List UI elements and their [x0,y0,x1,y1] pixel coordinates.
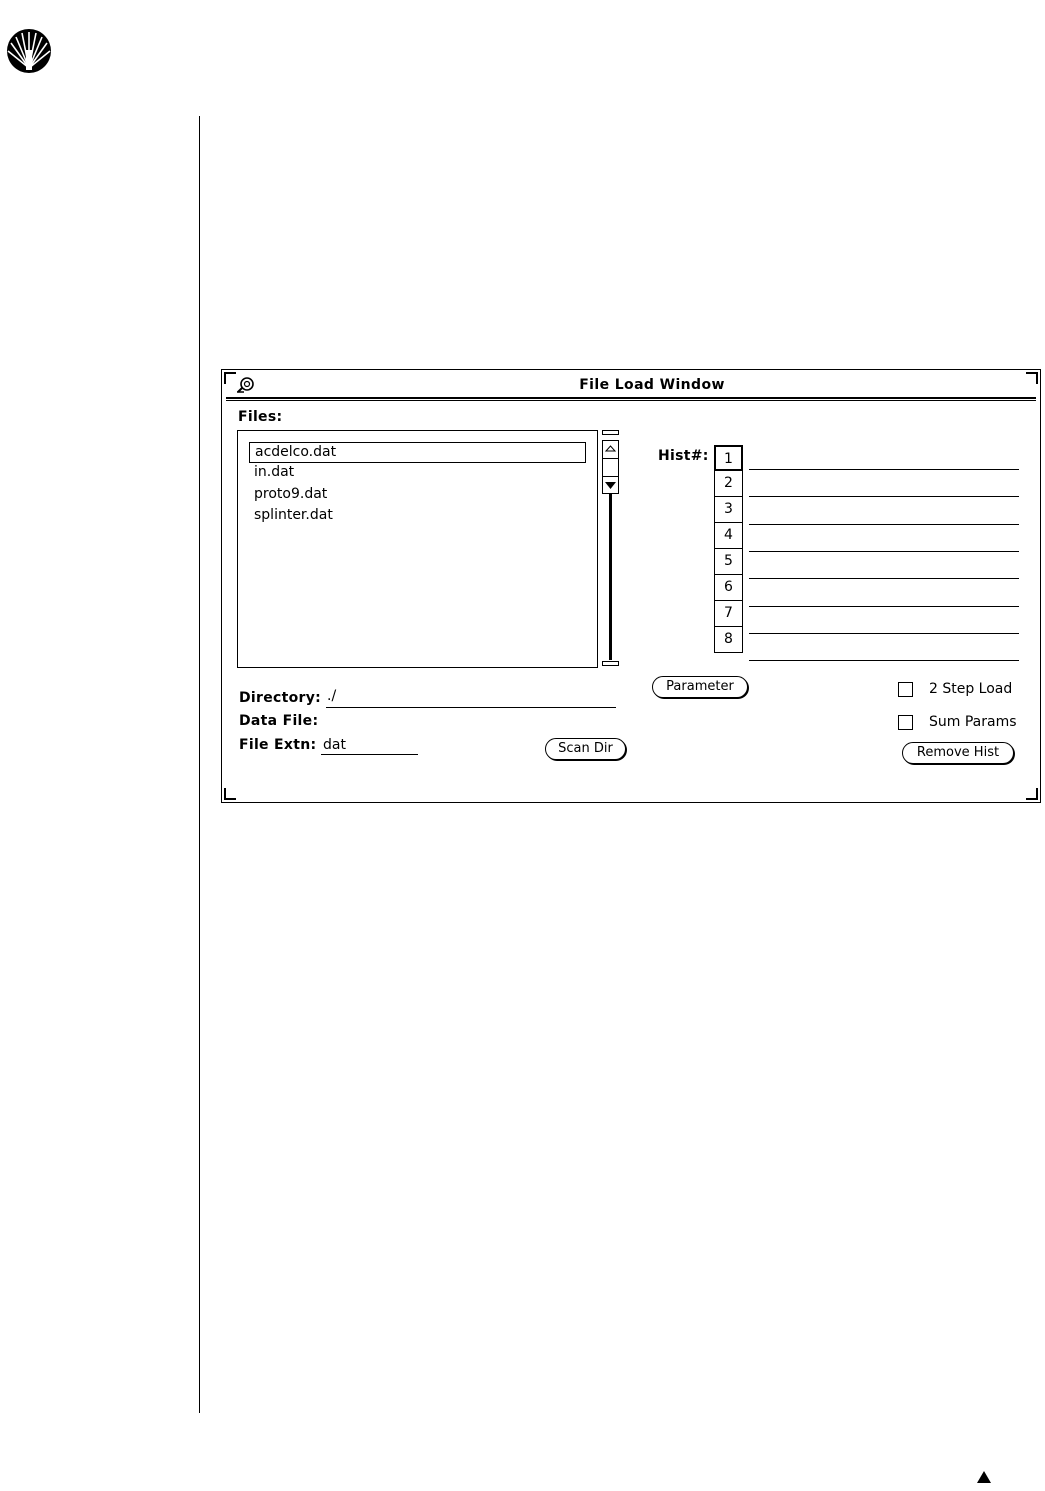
scroll-up-arrow-icon[interactable] [603,441,618,458]
hist-number-cell[interactable]: 4 [714,523,743,549]
file-list-item[interactable]: acdelco.dat [249,442,586,463]
scrollbar-bottom-cable-anchor[interactable] [602,661,619,666]
files-label: Files: [238,409,283,425]
hist-name-field-7[interactable] [749,633,1019,634]
hist-name-field-1[interactable] [749,469,1019,470]
title-divider [226,397,1036,401]
file-list-item[interactable]: in.dat [254,464,295,480]
file-extn-input-underline [321,754,418,755]
scroll-drag-box[interactable] [603,459,618,476]
window-titlebar[interactable] [222,374,1040,396]
window-resize-corner-bl[interactable] [224,788,236,800]
file-list[interactable] [237,430,598,668]
sum-params-checkbox[interactable] [898,715,913,730]
scroll-down-arrow-icon[interactable] [603,477,618,494]
scrollbar-elevator[interactable] [602,440,619,494]
file-list-item[interactable]: proto9.dat [254,486,328,502]
hist-name-field-6[interactable] [749,606,1019,607]
file-extn-input[interactable]: dat [323,737,346,753]
sum-params-label: Sum Params [929,714,1017,730]
window-title: File Load Window [579,377,725,393]
hist-number-cell[interactable]: 5 [714,549,743,575]
directory-label: Directory: [239,690,322,706]
hist-number-cell[interactable]: 7 [714,601,743,627]
scrollbar-track[interactable] [609,494,612,660]
hist-number-cell[interactable]: 6 [714,575,743,601]
file-load-window [221,369,1041,803]
remove-hist-button[interactable]: Remove Hist [902,742,1014,764]
scan-dir-button[interactable]: Scan Dir [545,738,626,760]
data-file-label: Data File: [239,713,319,729]
hist-name-field-5[interactable] [749,578,1019,579]
hist-label: Hist#: [658,448,709,464]
file-extn-label: File Extn: [239,737,317,753]
parameter-button[interactable]: Parameter [652,676,748,698]
hist-number-cell[interactable]: 8 [714,627,743,653]
directory-input-underline [326,707,616,708]
margin-rule [199,116,200,1413]
scrollbar-top-cable-anchor[interactable] [602,430,619,435]
two-step-load-checkbox[interactable] [898,682,913,697]
hist-number-cell[interactable]: 2 [714,471,743,497]
two-step-load-label: 2 Step Load [929,681,1013,697]
hist-name-field-8[interactable] [749,660,1019,661]
hist-name-field-4[interactable] [749,551,1019,552]
directory-input[interactable]: ./ [327,688,337,704]
hist-number-list[interactable] [714,445,743,653]
window-resize-corner-br[interactable] [1026,788,1038,800]
hist-number-cell[interactable]: 3 [714,497,743,523]
up-arrow-icon[interactable] [976,1470,992,1484]
hist-name-field-3[interactable] [749,524,1019,525]
file-list-item[interactable]: splinter.dat [254,507,333,523]
hist-number-cell[interactable]: 1 [714,445,743,471]
sun-rays-logo-icon [6,28,52,74]
hist-name-field-2[interactable] [749,496,1019,497]
